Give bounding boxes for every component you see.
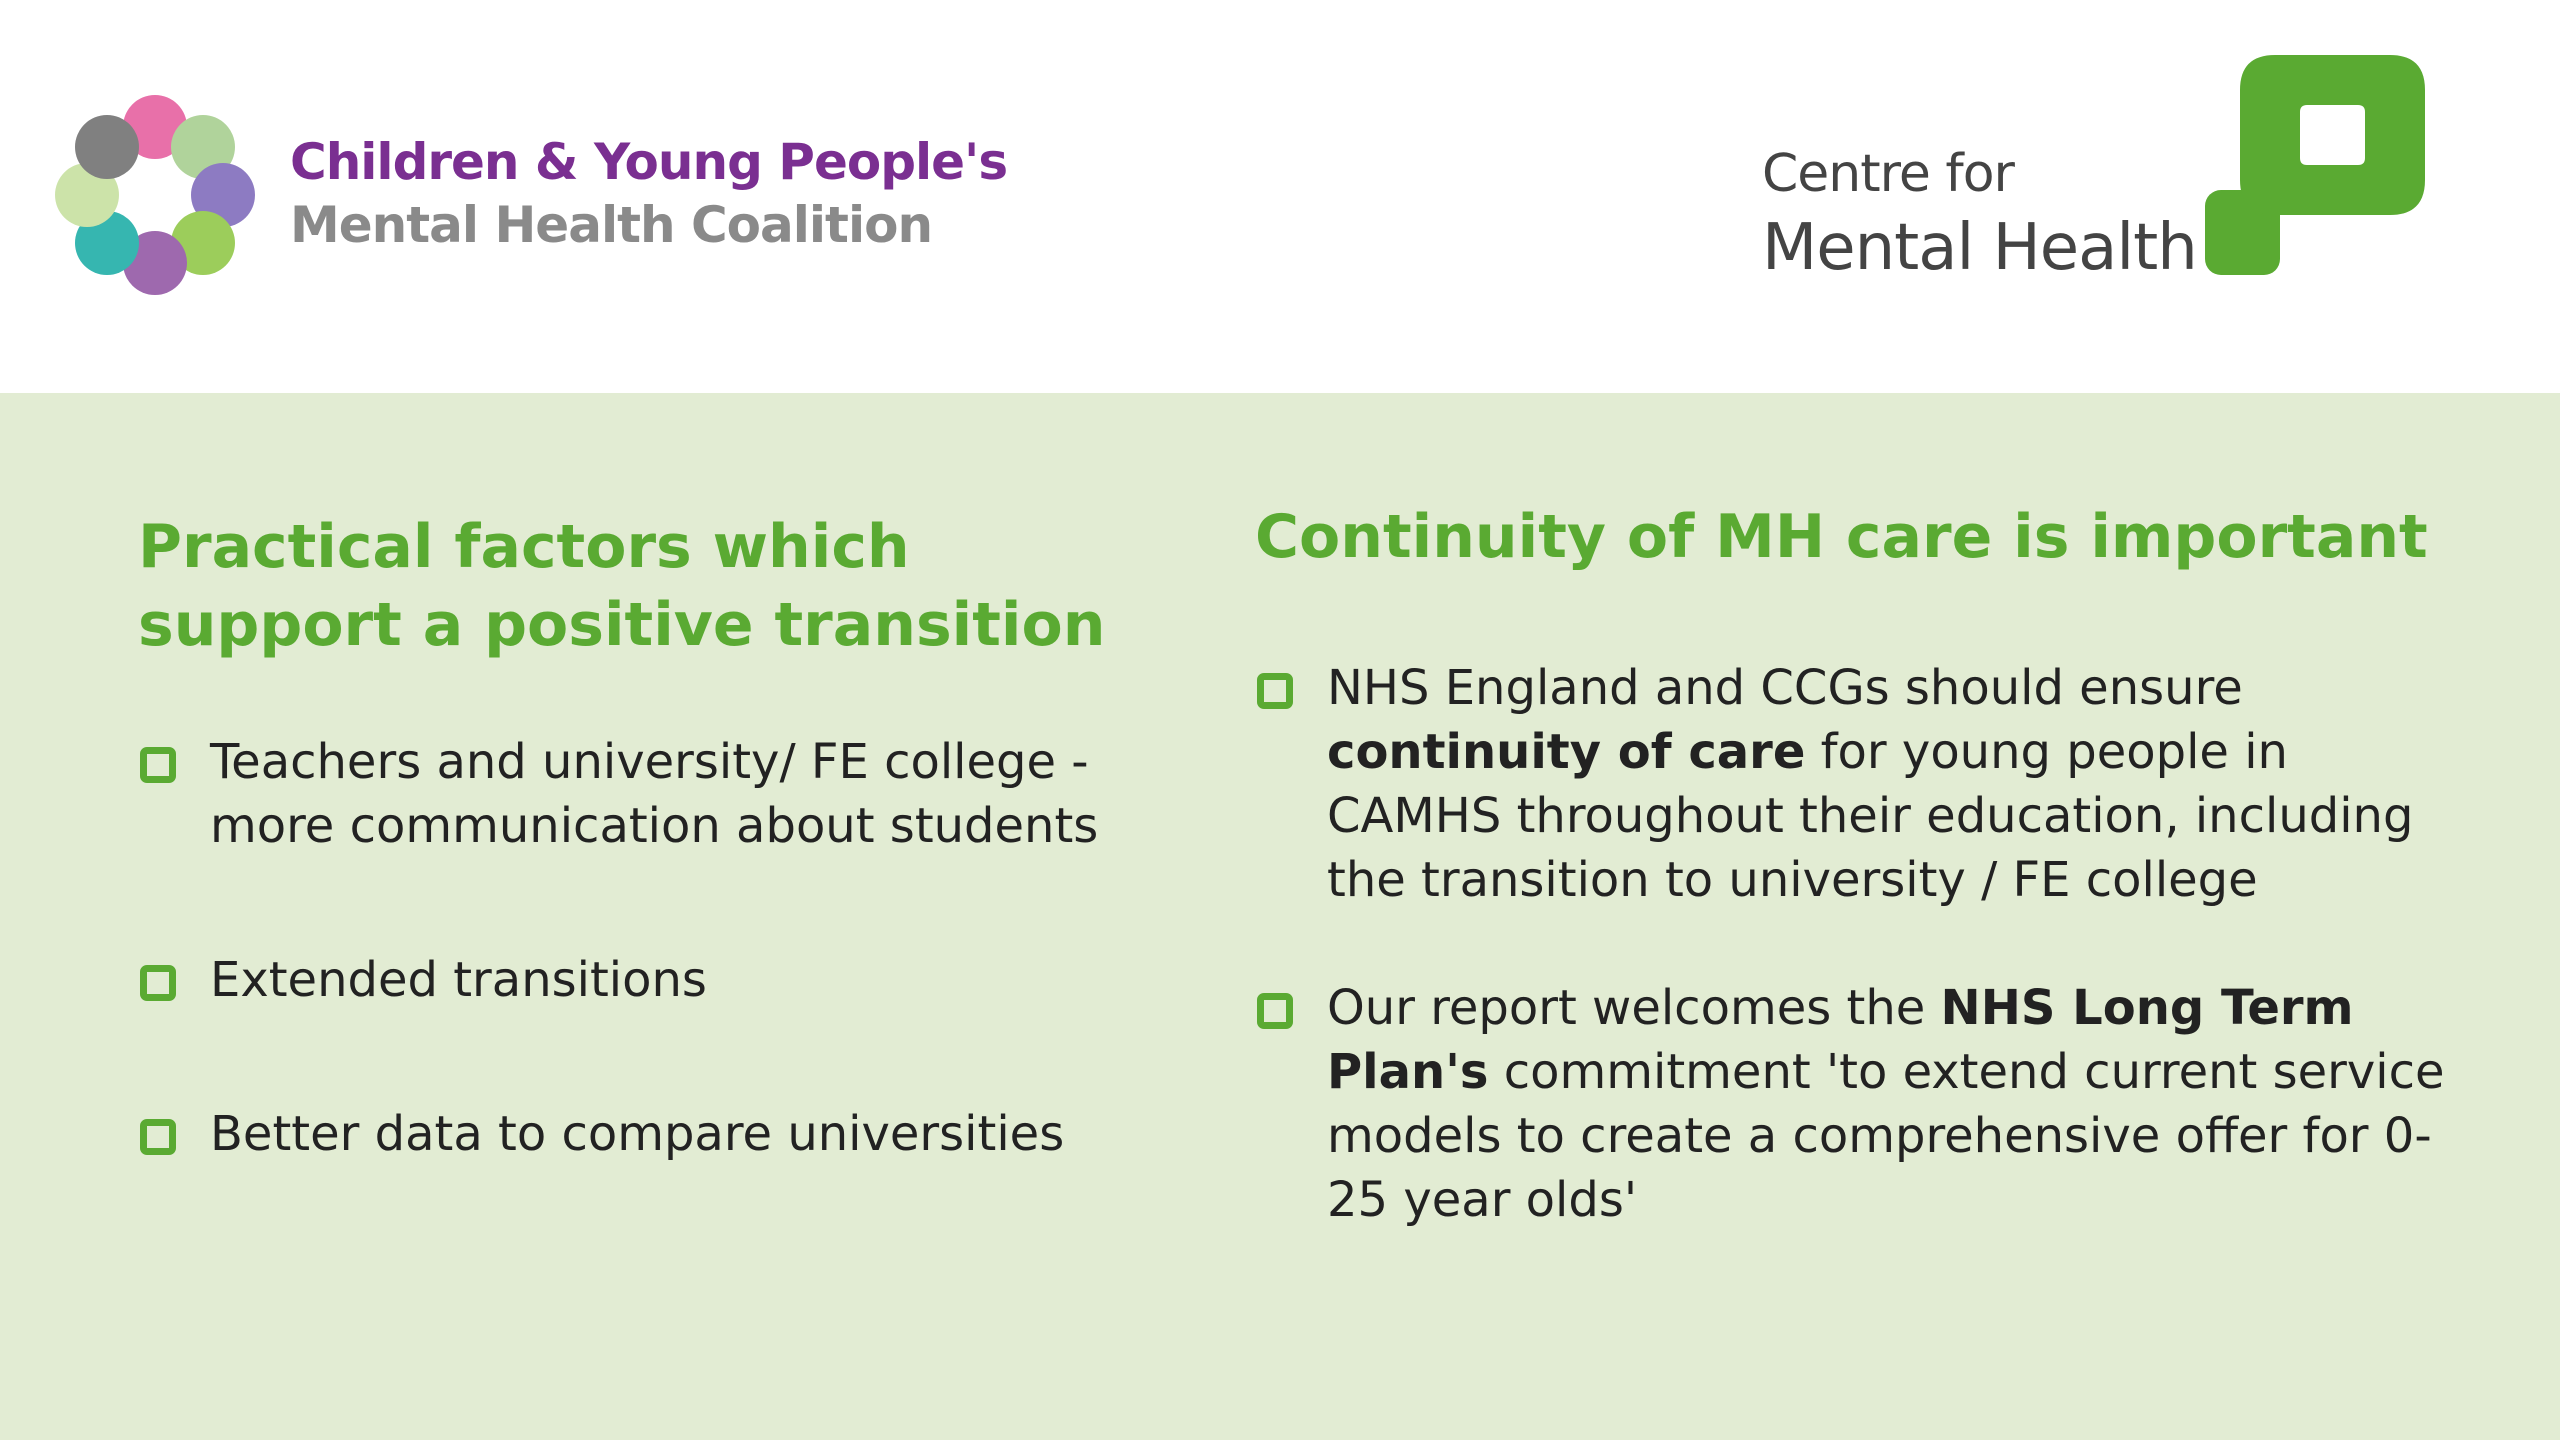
list-item <box>1255 976 2455 1232</box>
bullet-text-post: commitment 'to extend current service models to create a comprehensive offer for 0-25 year olds' <box>1327 1044 2445 1228</box>
right-bullet-list <box>1255 656 2455 1232</box>
square-bullet-icon <box>140 1119 176 1155</box>
square-bullet-icon <box>140 965 176 1001</box>
centre-name <box>1762 140 2197 288</box>
bullet-text-pre: Our report welcomes the <box>1327 980 1941 1036</box>
bullet-text-pre: NHS England and CCGs should ensure <box>1327 660 2243 716</box>
left-heading: Practical factors which support a positive transition <box>138 512 1106 660</box>
list-item <box>1255 656 2455 912</box>
right-column <box>1255 498 2455 1232</box>
coalition-flower-logo <box>55 95 255 295</box>
coalition-name <box>290 130 1007 256</box>
centre-name-line2: Mental Health <box>1762 211 2197 285</box>
square-bullet-icon <box>1257 993 1293 1029</box>
centre-name-line1: Centre for <box>1762 144 2014 204</box>
list-item <box>138 1102 1138 1166</box>
coalition-name-line2: Mental Health Coalition <box>290 196 933 254</box>
bullet-text: Teachers and university/ FE college - more communication about students <box>210 734 1099 854</box>
bullet-text-post: for young people in CAMHS throughout their education, including the transition to university / FE college <box>1327 724 2414 908</box>
coalition-name-line1: Children & Young People's <box>290 133 1008 191</box>
centre-logo-mark-icon <box>2205 55 2425 275</box>
square-bullet-icon <box>140 747 176 783</box>
right-heading: Continuity of MH care is important <box>1255 502 2428 572</box>
square-bullet-icon <box>1257 673 1293 709</box>
slide-header <box>0 0 2560 393</box>
bullet-text: Better data to compare universities <box>210 1106 1065 1162</box>
list-item <box>138 730 1138 858</box>
slide-content <box>0 393 2560 1440</box>
bullet-text-bold: NHS Long Term Plan's <box>1327 980 2354 1100</box>
left-bullet-list <box>138 730 1138 1166</box>
bullet-text: Extended transitions <box>210 952 707 1008</box>
bullet-text-bold: continuity of care <box>1327 724 1806 780</box>
left-column <box>138 508 1138 1166</box>
list-item <box>138 948 1138 1012</box>
